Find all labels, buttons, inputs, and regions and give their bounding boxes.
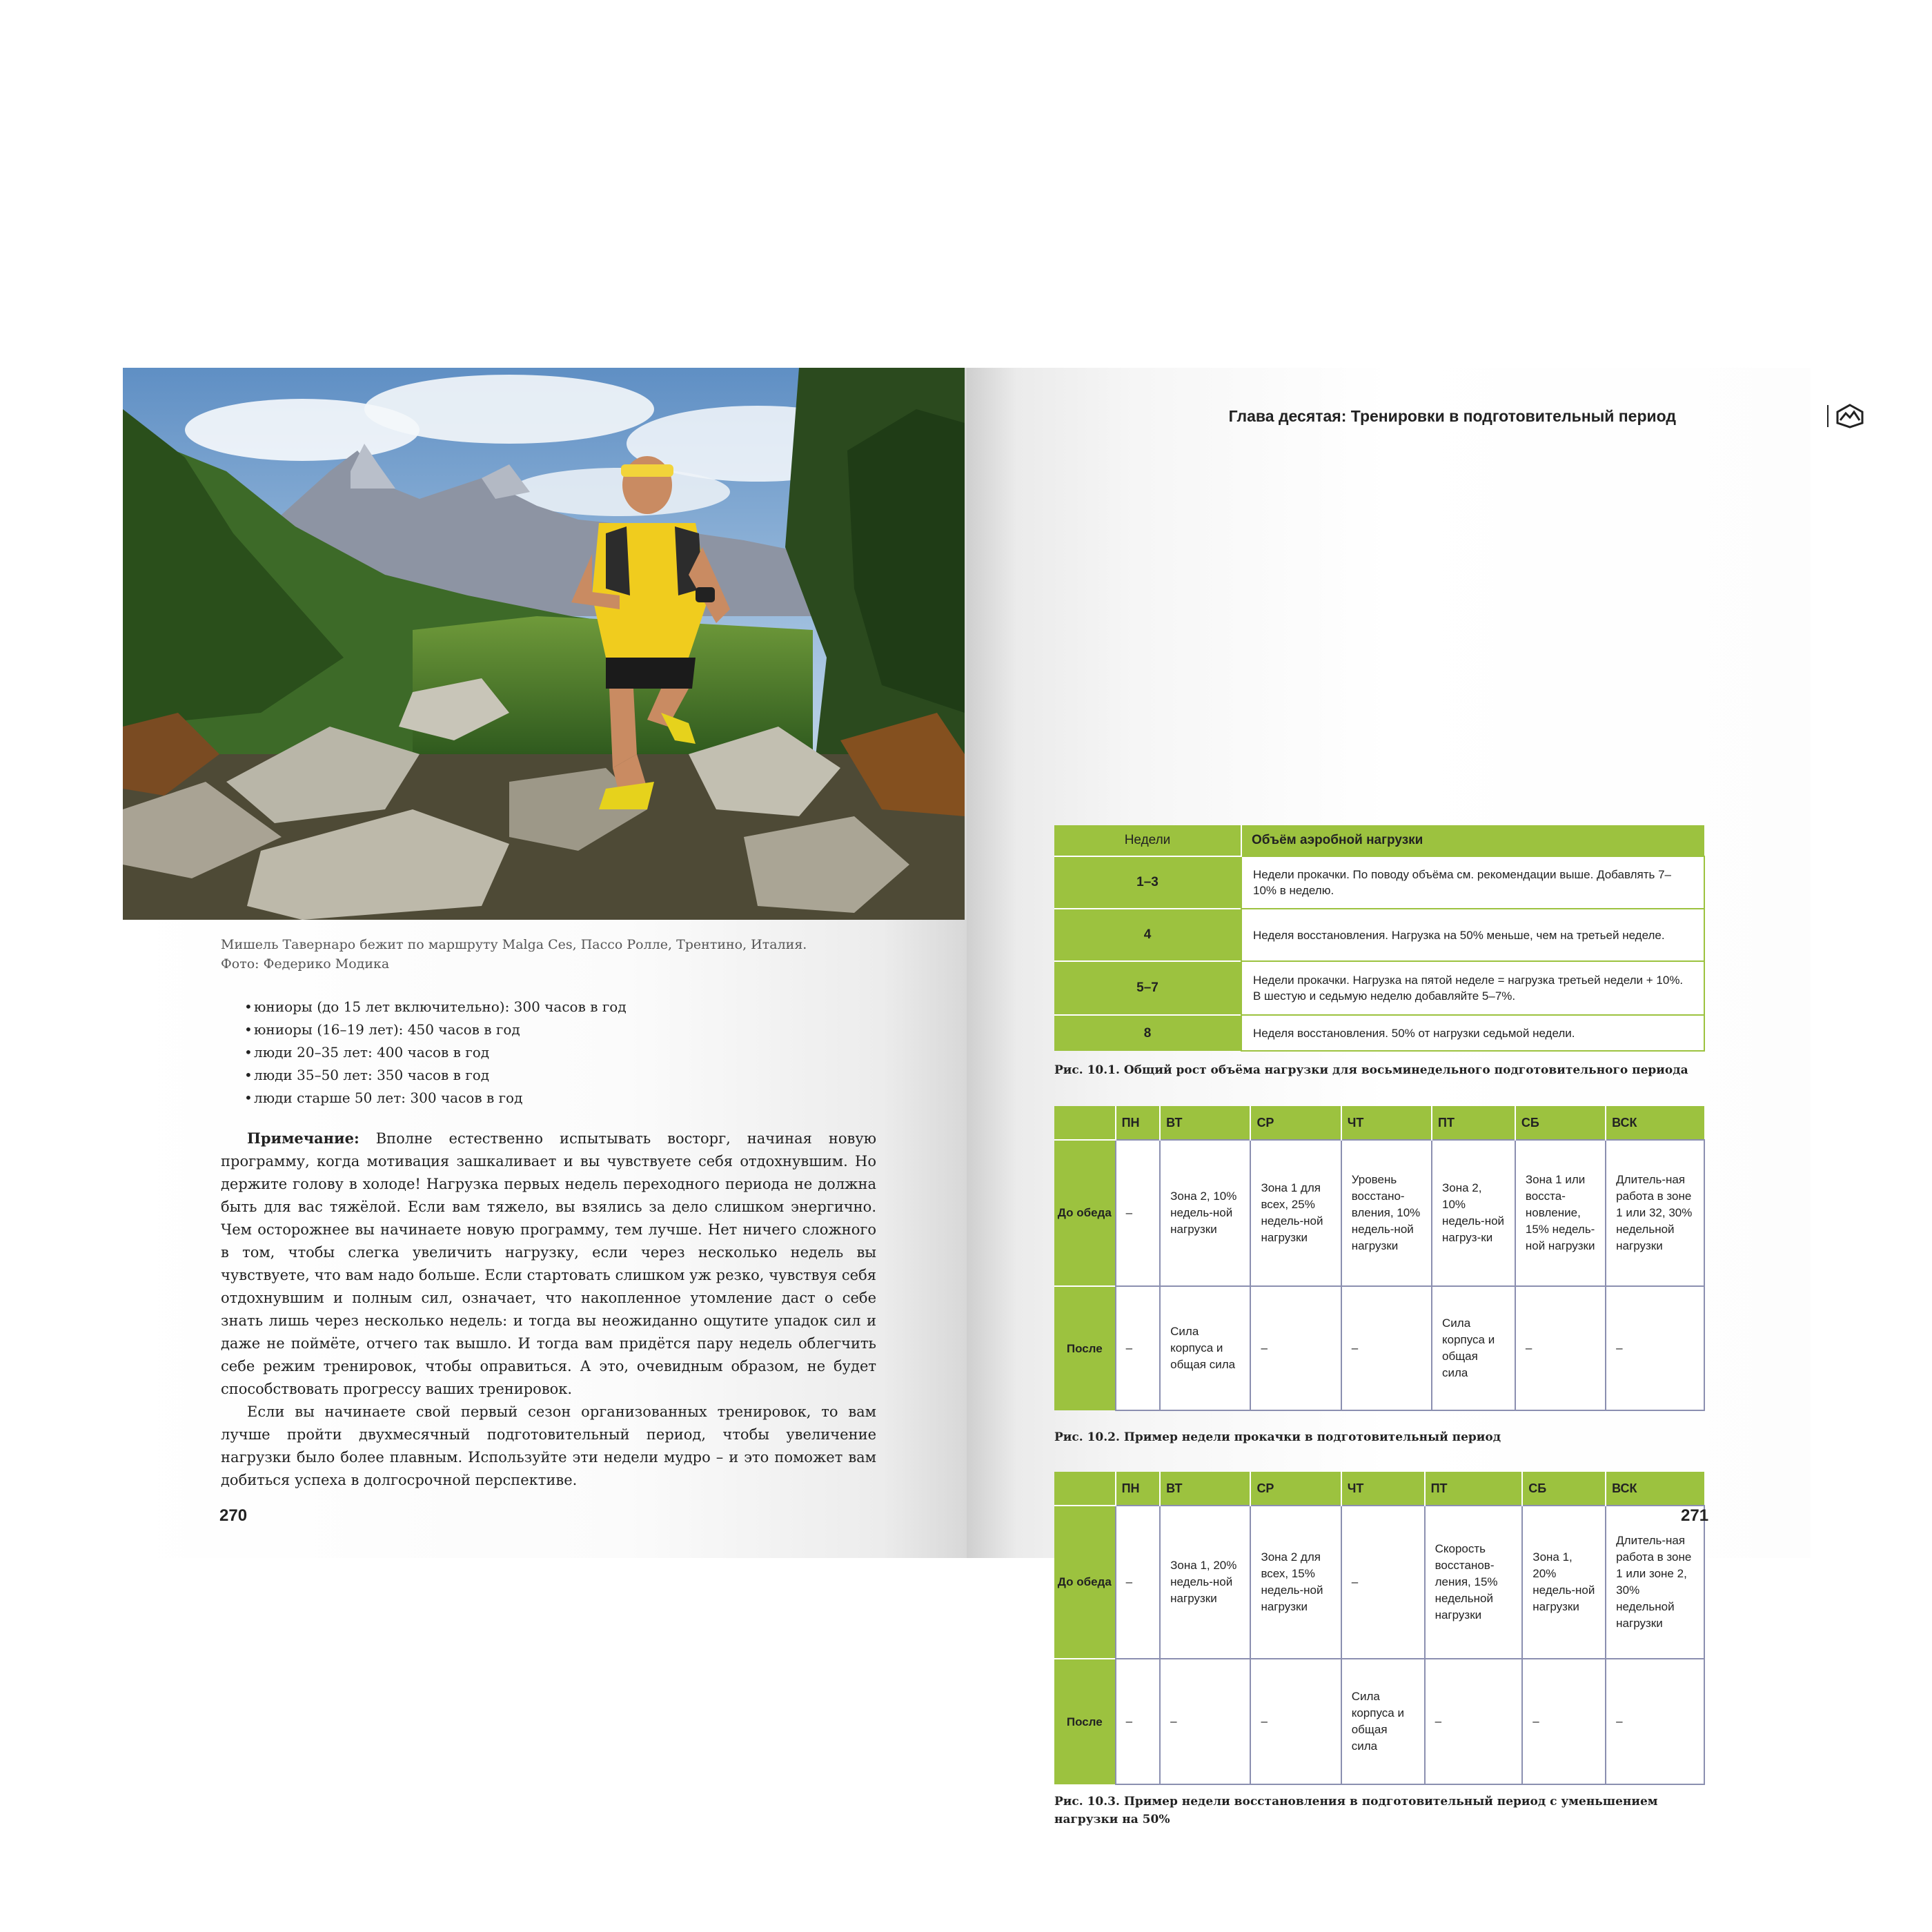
figure-caption-10-3: Рис. 10.3. Пример недели восстановления в подготовительный период с уменьшением нагрузки на 50% — [1054, 1795, 1658, 1826]
photo-caption — [221, 935, 911, 974]
figure-caption-10-2: Рис. 10.2. Пример недели прокачки в подготовительный период — [1054, 1430, 1501, 1444]
table-header-row — [1054, 1106, 1704, 1140]
bullet-icon: • — [244, 998, 253, 1015]
schedule-cell: Зона 2, 10% недель-ной нагрузки — [1160, 1140, 1250, 1286]
bullet-icon: • — [244, 1021, 253, 1038]
row-header: До обеда — [1054, 1506, 1116, 1659]
schedule-cell: Зона 2 для всех, 15% недель-ной нагрузки — [1250, 1506, 1341, 1659]
row-header: После — [1054, 1286, 1116, 1410]
day-header: ВСК — [1606, 1472, 1704, 1506]
schedule-cell: Зона 1 или восста-новление, 15% недель-ной нагрузки — [1515, 1140, 1606, 1286]
schedule-cell: Скорость восстанов-ления, 15% недельной нагрузки — [1425, 1506, 1523, 1659]
note-label: Примечание: — [247, 1130, 359, 1147]
schedule-cell: Длитель-ная работа в зоне 1 или 32, 30% недельной нагрузки — [1606, 1140, 1704, 1286]
table-header-row — [1054, 825, 1704, 856]
table-row — [1054, 909, 1704, 961]
schedule-cell: – — [1160, 1659, 1250, 1784]
list-item: • юниоры (до 15 лет включительно): 300 часов в год — [244, 996, 796, 1018]
column-header-weeks: Недели — [1124, 833, 1171, 847]
schedule-cell: Зона 1, 20% недель-ной нагрузки — [1522, 1506, 1606, 1659]
chapter-title: Глава десятая: Тренировки в подготовительный период — [1228, 407, 1676, 425]
table-row-afternoon — [1054, 1659, 1704, 1784]
volume-cell: Недели прокачки. Нагрузка на пятой неделе = нагрузка третьей недели + 10%. В шестую и седьмую неделю добавляйте 5–7%. — [1241, 961, 1704, 1015]
list-item: • люди старше 50 лет: 300 часов в год — [244, 1087, 796, 1110]
table-row — [1054, 856, 1704, 909]
schedule-cell: – — [1341, 1506, 1425, 1659]
bullet-icon: • — [244, 1090, 253, 1106]
schedule-cell: Зона 1 для всех, 25% недель-ной нагрузки — [1250, 1140, 1341, 1286]
schedule-cell: – — [1116, 1140, 1161, 1286]
recovery-week-table — [1054, 1472, 1705, 1785]
table-row — [1054, 961, 1704, 1015]
schedule-cell: – — [1250, 1286, 1341, 1410]
left-page — [123, 368, 967, 1558]
list-item: • юниоры (16–19 лет): 450 часов в год — [244, 1018, 796, 1041]
mountain-logo-icon — [1836, 404, 1864, 432]
page-number-right: 271 — [1681, 1506, 1709, 1525]
schedule-cell: Сила корпуса и общая сила — [1432, 1286, 1515, 1410]
aerobic-volume-table — [1054, 825, 1705, 1052]
column-header-volume: Объём аэробной нагрузки — [1241, 825, 1704, 856]
day-header: ПН — [1116, 1472, 1161, 1506]
body-text — [221, 1127, 876, 1492]
figure-caption-10-1: Рис. 10.1. Общий рост объёма нагрузки для восьминедельного подготовительного периода — [1054, 1063, 1688, 1077]
day-header: ЧТ — [1341, 1106, 1432, 1140]
trail-runner-photo — [123, 368, 965, 920]
day-header: ЧТ — [1341, 1472, 1425, 1506]
day-header: ПТ — [1432, 1106, 1515, 1140]
weeks-cell: 4 — [1054, 909, 1241, 961]
header-corner — [1054, 1472, 1116, 1506]
schedule-cell: Сила корпуса и общая сила — [1160, 1286, 1250, 1410]
day-header: СБ — [1515, 1106, 1606, 1140]
schedule-cell: – — [1606, 1659, 1704, 1784]
table-row — [1054, 1015, 1704, 1051]
schedule-cell: – — [1515, 1286, 1606, 1410]
bullet-icon: • — [244, 1067, 253, 1083]
table-header-row — [1054, 1472, 1704, 1506]
day-header: СР — [1250, 1106, 1341, 1140]
schedule-cell: – — [1341, 1286, 1432, 1410]
day-header: ПТ — [1425, 1472, 1523, 1506]
schedule-cell: – — [1116, 1506, 1161, 1659]
day-header: ПН — [1116, 1106, 1161, 1140]
table-row-afternoon — [1054, 1286, 1704, 1410]
table-row-morning — [1054, 1140, 1704, 1286]
weeks-cell: 1–3 — [1054, 856, 1241, 909]
schedule-cell: – — [1425, 1659, 1523, 1784]
schedule-cell: – — [1522, 1659, 1606, 1784]
annual-hours-list — [244, 996, 796, 1110]
note-paragraph: Примечание: Вполне естественно испытывать восторг, начиная новую программу, когда мотивация зашкаливает и вы чувствуете себя отдохнувшим. Но держите голову в холоде! Нагрузка первых недель переходного периода не должна быть для вас тяжёлой. Если вам тяжело, вы взялись за дело слишком энергично. Чем осторожнее вы начинаете новую программу, тем лучше. Нет ничего сложного в том, чтобы слегка увеличить нагрузку, если через несколько недель вы чувствуете, что вам надо больше. Если стартовать слишком уж резко, чувствуя себя отдохнувшим и полным сил, означает, что накопленное утомление даст о себе знать лишь через несколько недель: и тогда вы неожиданно ощутите упадок сил и даже не поймёте, отчего так вышло. И тогда вам придётся пару недель облегчить себе режим тренировок, чтобы оправиться. А это, очевидным образом, не будет способствовать прогрессу ваших тренировок. — [221, 1130, 876, 1397]
book-spread — [123, 368, 1811, 1826]
bullet-icon: • — [244, 1044, 253, 1061]
schedule-cell: Зона 2, 10% недель-ной нагруз-ки — [1432, 1140, 1515, 1286]
weeks-cell: 5–7 — [1054, 961, 1241, 1015]
day-header: ВТ — [1160, 1106, 1250, 1140]
volume-cell: Недели прокачки. По поводу объёма см. рекомендации выше. Добавлять 7–10% в неделю. — [1241, 856, 1704, 909]
schedule-cell: Уровень восстано-вления, 10% недель-ной нагрузки — [1341, 1140, 1432, 1286]
chapter-divider — [1827, 405, 1828, 427]
schedule-cell: Сила корпуса и общая сила — [1341, 1659, 1425, 1784]
schedule-cell: – — [1116, 1286, 1161, 1410]
day-header: СР — [1250, 1472, 1341, 1506]
schedule-cell: Длитель-ная работа в зоне 1 или зоне 2, 30% недельной нагрузки — [1606, 1506, 1704, 1659]
day-header: ВТ — [1160, 1472, 1250, 1506]
list-item: • люди 35–50 лет: 350 часов в год — [244, 1064, 796, 1087]
volume-cell: Неделя восстановления. Нагрузка на 50% меньше, чем на третьей неделе. — [1241, 909, 1704, 961]
schedule-cell: Зона 1, 20% недель-ной нагрузки — [1160, 1506, 1250, 1659]
weeks-cell: 8 — [1054, 1015, 1241, 1051]
list-item: • люди 20–35 лет: 400 часов в год — [244, 1041, 796, 1064]
build-week-table — [1054, 1106, 1705, 1411]
schedule-cell: – — [1116, 1659, 1161, 1784]
header-corner — [1054, 1106, 1116, 1140]
row-header: После — [1054, 1659, 1116, 1784]
schedule-cell: – — [1606, 1286, 1704, 1410]
photo-caption-line2: Фото: Федерико Модика — [221, 956, 390, 972]
page-number-left: 270 — [219, 1506, 248, 1525]
day-header: ВСК — [1606, 1106, 1704, 1140]
photo-caption-line1: Мишель Тавернаро бежит по маршруту Malga Ces, Пассо Ролле, Трентино, Италия. — [221, 937, 807, 952]
day-header: СБ — [1522, 1472, 1606, 1506]
schedule-cell: – — [1250, 1659, 1341, 1784]
volume-cell: Неделя восстановления. 50% от нагрузки седьмой недели. — [1241, 1015, 1704, 1051]
table-row-morning — [1054, 1506, 1704, 1659]
row-header: До обеда — [1054, 1140, 1116, 1286]
paragraph: Если вы начинаете свой первый сезон организованных тренировок, то вам лучше пройти двухмесячный подготовительный период, чтобы увеличение нагрузки было более плавным. Используйте эти недели мудро – и это поможет вам добиться успеха в долгосрочной перспективе. — [221, 1403, 876, 1488]
